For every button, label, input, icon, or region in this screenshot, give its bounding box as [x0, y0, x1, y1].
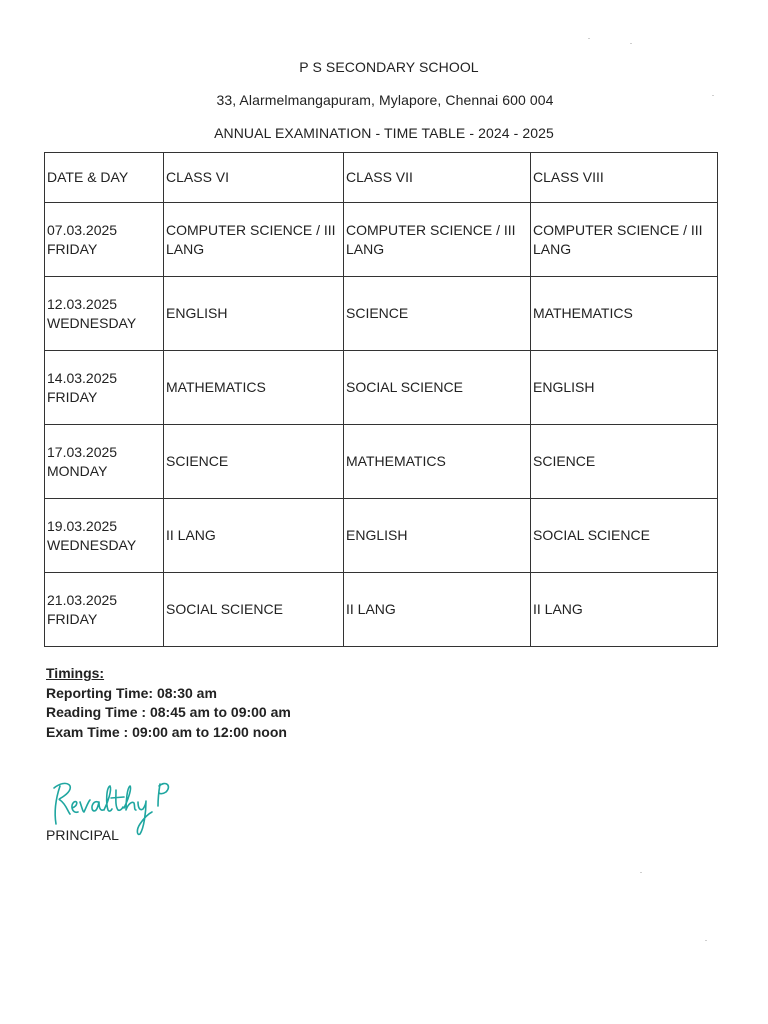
class-vi-cell: SCIENCE [164, 425, 344, 499]
class-viii-cell: SOCIAL SCIENCE [531, 499, 718, 573]
date-cell [45, 573, 164, 647]
date-cell [45, 277, 164, 351]
date: 14.03.2025 [47, 369, 118, 386]
table-row [45, 203, 718, 277]
timings-heading: Timings: [46, 665, 105, 681]
date-cell [45, 499, 164, 573]
class-vi-cell: SOCIAL SCIENCE [164, 573, 344, 647]
date-cell [45, 351, 164, 425]
class-vii-cell: ENGLISH [344, 499, 531, 573]
timetable [44, 152, 718, 647]
date: 07.03.2025 [47, 221, 118, 238]
class-viii-cell: SCIENCE [531, 425, 718, 499]
exam-title: ANNUAL EXAMINATION - TIME TABLE - 2024 - 2025 [214, 125, 554, 141]
column-header: CLASS VIII [531, 153, 718, 203]
class-vi-cell: ENGLISH [164, 277, 344, 351]
class-vii-cell: SOCIAL SCIENCE [344, 351, 531, 425]
column-header: DATE & DAY [45, 153, 164, 203]
day: FRIDAY [47, 610, 98, 627]
day: MONDAY [47, 462, 108, 479]
class-viii-cell: COMPUTER SCIENCE / III LANG [531, 203, 718, 277]
table-row [45, 425, 718, 499]
date: 17.03.2025 [47, 443, 118, 460]
date: 12.03.2025 [47, 295, 118, 312]
class-viii-cell: II LANG [531, 573, 718, 647]
class-vii-cell: MATHEMATICS [344, 425, 531, 499]
scan-speck [640, 872, 642, 873]
day: WEDNESDAY [47, 536, 137, 553]
scan-speck [705, 940, 707, 941]
scan-speck [630, 43, 632, 44]
table-header-row [45, 153, 718, 203]
class-vii-cell: SCIENCE [344, 277, 531, 351]
class-vi-cell: COMPUTER SCIENCE / III LANG [164, 203, 344, 277]
school-address: 33, Alarmelmangapuram, Mylapore, Chennai 600 004 [216, 92, 554, 108]
column-header: CLASS VI [164, 153, 344, 203]
class-viii-cell: ENGLISH [531, 351, 718, 425]
table-row [45, 499, 718, 573]
reporting-time: Reporting Time: 08:30 am [46, 684, 217, 701]
class-vi-cell: MATHEMATICS [164, 351, 344, 425]
class-vii-cell: COMPUTER SCIENCE / III LANG [344, 203, 531, 277]
school-name: P S SECONDARY SCHOOL [299, 59, 479, 75]
class-vii-cell: II LANG [344, 573, 531, 647]
scan-speck [588, 38, 590, 39]
table-row [45, 277, 718, 351]
class-vi-cell: II LANG [164, 499, 344, 573]
date-cell [45, 425, 164, 499]
principal-label: PRINCIPAL [46, 827, 119, 843]
date-cell [45, 203, 164, 277]
scan-speck [712, 95, 714, 96]
reading-time: Reading Time : 08:45 am to 09:00 am [46, 704, 291, 720]
day: FRIDAY [47, 240, 98, 257]
day: WEDNESDAY [47, 314, 137, 331]
class-viii-cell: MATHEMATICS [531, 277, 718, 351]
exam-time: Exam Time : 09:00 am to 12:00 noon [46, 723, 287, 740]
date: 21.03.2025 [47, 591, 118, 608]
timings-block [46, 664, 291, 742]
table-row [45, 351, 718, 425]
date: 19.03.2025 [47, 517, 118, 534]
table-row [45, 573, 718, 647]
column-header: CLASS VII [344, 153, 531, 203]
day: FRIDAY [47, 388, 98, 405]
